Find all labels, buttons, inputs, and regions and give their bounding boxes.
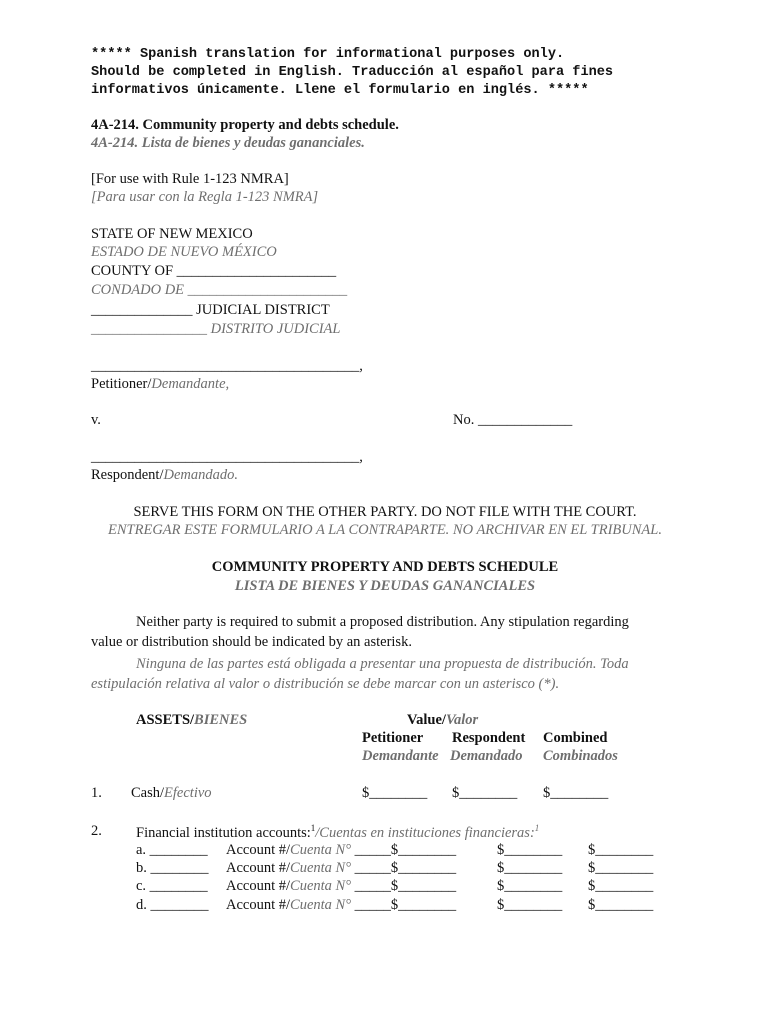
petitioner-name-field[interactable]: _____________________________________, — [91, 358, 363, 374]
respondent-label — [91, 467, 238, 484]
account-row-a-letter[interactable]: a. ________ — [136, 842, 208, 858]
petitioner-label-es: Demandante, — [151, 376, 230, 392]
cash-petitioner-field[interactable]: $________ — [362, 785, 428, 801]
value-header-es: Valor — [445, 712, 479, 728]
account-row-a-respondent-field[interactable]: $________ — [497, 842, 563, 858]
account-row-a-combined-field[interactable]: $________ — [588, 842, 654, 858]
notice-line-3: informativos únicamente. Llene el formulario en inglés. ***** — [91, 83, 589, 98]
account-number-blank[interactable]: _____ — [351, 878, 391, 894]
assets-header-en: ASSETS/ — [136, 712, 195, 728]
schedule-heading: COMMUNITY PROPERTY AND DEBTS SCHEDULE — [211, 559, 559, 575]
cash-label-en: Cash/ — [131, 785, 165, 801]
petitioner-column-header: Petitioner — [362, 730, 424, 746]
respondent-column-header: Respondent — [452, 730, 526, 746]
account-row-d-respondent-field[interactable]: $________ — [497, 897, 563, 913]
schedule-heading-spanish: LISTA DE BIENES Y DEUDAS GANANCIALES — [234, 578, 536, 594]
account-row-a-petitioner-field[interactable]: $________ — [390, 842, 457, 858]
item-2-number: 2. — [91, 823, 102, 839]
financial-accounts-label-es: /Cuentas en instituciones financieras: — [315, 824, 535, 841]
intro-spanish-line-2: estipulación relativa al valor o distribución se debe marcar con un asterisco (*). — [91, 676, 560, 692]
cash-label-es: Efectivo — [164, 785, 212, 801]
county-field[interactable]: COUNTY OF ______________________ — [91, 263, 337, 279]
account-label-en: Account #/ — [226, 878, 291, 894]
account-row-c-petitioner-field[interactable]: $________ — [390, 878, 457, 894]
serve-notice-spanish: ENTREGAR ESTE FORMULARIO A LA CONTRAPARTE. NO ARCHIVAR EN EL TRIBUNAL. — [108, 522, 662, 538]
account-label-en: Account #/ — [226, 860, 291, 876]
account-number-blank[interactable]: _____ — [351, 897, 391, 913]
account-number-blank[interactable]: _____ — [351, 860, 391, 876]
state-label: STATE OF NEW MEXICO — [91, 226, 253, 242]
account-label-es: Cuenta N° — [290, 897, 352, 913]
account-label-es: Cuenta N° — [290, 878, 352, 894]
account-row-a-number[interactable] — [226, 842, 456, 859]
account-row-c-number[interactable] — [226, 878, 456, 895]
rule-reference-spanish: [Para usar con la Regla 1-123 NMRA] — [91, 189, 319, 205]
form-title-spanish: 4A-214. Lista de bienes y deudas gananciales. — [91, 135, 365, 151]
petitioner-label — [91, 376, 229, 393]
county-field-spanish: CONDADO DE ______________________ — [91, 282, 348, 298]
assets-header — [136, 712, 247, 729]
intro-line-2: value or distribution should be indicated by an asterisk. — [91, 634, 412, 650]
rule-reference: [For use with Rule 1-123 NMRA] — [91, 171, 289, 187]
respondent-label-es: Demandado. — [163, 467, 239, 483]
cash-combined-field[interactable]: $________ — [543, 785, 609, 801]
cash-respondent-field[interactable]: $________ — [452, 785, 518, 801]
value-header — [407, 712, 478, 729]
account-number-blank[interactable]: _____ — [351, 842, 391, 858]
versus-label: v. — [91, 412, 101, 428]
account-row-d-number[interactable] — [226, 897, 456, 914]
district-blank[interactable]: ______________ — [91, 302, 193, 318]
account-row-b-combined-field[interactable]: $________ — [588, 860, 654, 876]
notice-line-2: Should be completed in English. Traducción al español para fines — [91, 65, 614, 80]
account-row-b-petitioner-field[interactable]: $________ — [390, 860, 457, 876]
form-title: 4A-214. Community property and debts schedule. — [91, 117, 399, 133]
district-blank-spanish: ________________ — [91, 321, 207, 337]
combined-column-header: Combined — [543, 730, 608, 746]
financial-accounts-label-en: Financial institution accounts: — [136, 824, 311, 841]
account-row-d-letter[interactable]: d. ________ — [136, 897, 209, 913]
account-row-c-respondent-field[interactable]: $________ — [497, 878, 563, 894]
value-header-en: Value/ — [407, 712, 446, 728]
footnote-marker-spanish: 1 — [534, 823, 540, 833]
account-label-es: Cuenta N° — [290, 860, 352, 876]
footnote-marker: 1 — [310, 823, 316, 833]
respondent-label-en: Respondent/ — [91, 467, 164, 483]
district-label-spanish: DISTRITO JUDICIAL — [210, 321, 341, 337]
account-label-en: Account #/ — [226, 842, 291, 858]
account-row-d-petitioner-field[interactable]: $________ — [390, 897, 457, 913]
district-label: JUDICIAL DISTRICT — [196, 302, 330, 318]
petitioner-label-en: Petitioner/ — [91, 376, 152, 392]
account-row-b-number[interactable] — [226, 860, 456, 877]
respondent-name-field[interactable]: _____________________________________, — [91, 449, 363, 465]
account-label-es: Cuenta N° — [290, 842, 352, 858]
combined-column-header-spanish: Combinados — [543, 748, 618, 764]
financial-accounts-label — [136, 823, 539, 842]
case-number-field[interactable]: No. _____________ — [453, 412, 573, 428]
intro-spanish-line-1: Ninguna de las partes está obligada a presentar una propuesta de distribución. Toda — [136, 656, 629, 672]
cash-label — [131, 785, 212, 802]
assets-header-es: BIENES — [194, 712, 248, 728]
item-1-number: 1. — [91, 785, 102, 801]
account-row-c-letter[interactable]: c. ________ — [136, 878, 208, 894]
account-row-b-letter[interactable]: b. ________ — [136, 860, 209, 876]
district-field[interactable] — [91, 302, 330, 319]
account-row-b-respondent-field[interactable]: $________ — [497, 860, 563, 876]
intro-line-1: Neither party is required to submit a proposed distribution. Any stipulation regarding — [136, 614, 629, 630]
notice-line-1: ***** Spanish translation for informational purposes only. — [91, 47, 565, 62]
petitioner-column-header-spanish: Demandante — [362, 748, 439, 764]
district-field-spanish — [91, 321, 340, 338]
respondent-column-header-spanish: Demandado — [450, 748, 523, 764]
account-row-c-combined-field[interactable]: $________ — [588, 878, 654, 894]
serve-notice: SERVE THIS FORM ON THE OTHER PARTY. DO NOT FILE WITH THE COURT. — [133, 504, 637, 520]
account-label-en: Account #/ — [226, 897, 291, 913]
account-row-d-combined-field[interactable]: $________ — [588, 897, 654, 913]
state-label-spanish: ESTADO DE NUEVO MÉXICO — [91, 244, 277, 260]
